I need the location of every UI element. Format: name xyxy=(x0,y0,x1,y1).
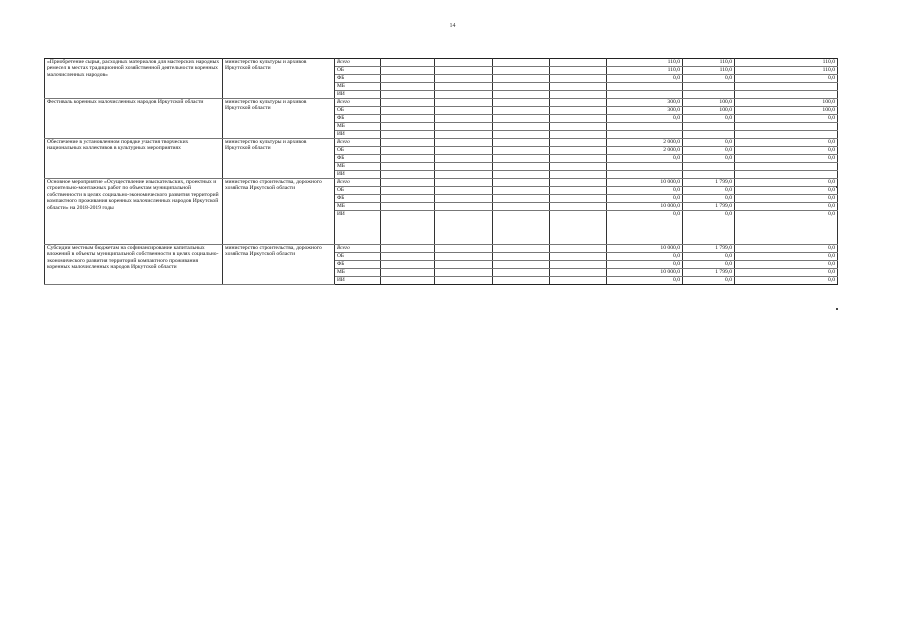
amount-cell-b: 0,0 xyxy=(683,139,735,147)
table-row xyxy=(45,139,838,147)
amount-cell-a xyxy=(607,131,683,139)
empty-cell xyxy=(435,115,493,123)
funding-source: ОБ xyxy=(335,107,381,115)
amount-cell-c: 0,0 xyxy=(735,179,838,187)
funding-source: ОБ xyxy=(335,253,381,261)
amount-cell-a: 300,0 xyxy=(607,99,683,107)
funding-source: ФБ xyxy=(335,115,381,123)
amount-cell-a: 2 000,0 xyxy=(607,147,683,155)
amount-cell-b: 100,0 xyxy=(683,99,735,107)
table-row xyxy=(45,179,838,187)
amount-cell-a: 0,0 xyxy=(607,155,683,163)
empty-cell xyxy=(550,131,607,139)
amount-cell-c: 0,0 xyxy=(735,147,838,155)
empty-cell xyxy=(493,163,550,171)
amount-cell-a: 10 000,0 xyxy=(607,269,683,277)
amount-cell-c xyxy=(735,91,838,99)
empty-cell xyxy=(435,147,493,155)
empty-cell xyxy=(493,99,550,107)
amount-cell-b: 0,0 xyxy=(683,75,735,83)
amount-cell-a: 0,0 xyxy=(607,277,683,285)
empty-cell xyxy=(381,131,435,139)
activity-description: «Приобретение сырья, расходных материалов для мастерских народных ремесел в местах традиционной хозяйственной деятельности коренных малочисленных народов» xyxy=(45,59,223,99)
amount-cell-b: 0,0 xyxy=(683,187,735,195)
amount-cell-c: 100,0 xyxy=(735,99,838,107)
empty-cell xyxy=(550,171,607,179)
funding-source: ФБ xyxy=(335,195,381,203)
empty-cell xyxy=(493,269,550,277)
empty-cell xyxy=(550,203,607,211)
empty-cell xyxy=(550,261,607,269)
amount-cell-b: 1 799,0 xyxy=(683,179,735,187)
amount-cell-c: 0,0 xyxy=(735,139,838,147)
amount-cell-a xyxy=(607,91,683,99)
funding-source: ОБ xyxy=(335,187,381,195)
empty-cell xyxy=(493,203,550,211)
empty-cell xyxy=(493,171,550,179)
empty-cell xyxy=(493,195,550,203)
amount-cell-a: 10 000,0 xyxy=(607,203,683,211)
amount-cell-b xyxy=(683,163,735,171)
amount-cell-a xyxy=(607,163,683,171)
activity-description: Обеспечение в установленном порядке участия творческих национальных коллективов в культурных мероприятиях xyxy=(45,139,223,179)
empty-cell xyxy=(435,123,493,131)
amount-cell-b: 0,0 xyxy=(683,155,735,163)
empty-cell xyxy=(381,245,435,253)
amount-cell-b: 1 799,0 xyxy=(683,203,735,211)
empty-cell xyxy=(435,59,493,67)
responsible-organization: министерство культуры и архивов Иркутской области xyxy=(223,139,335,179)
funding-source: ФБ xyxy=(335,155,381,163)
empty-cell xyxy=(381,269,435,277)
amount-cell-a: 2 000,0 xyxy=(607,139,683,147)
empty-cell xyxy=(550,91,607,99)
amount-cell-b: 0,0 xyxy=(683,253,735,261)
empty-cell xyxy=(381,99,435,107)
empty-cell xyxy=(435,253,493,261)
funding-source: ИИ xyxy=(335,211,381,245)
amount-cell-a: 10 000,0 xyxy=(607,179,683,187)
empty-cell xyxy=(550,187,607,195)
empty-cell xyxy=(550,147,607,155)
amount-cell-c: 0,0 xyxy=(735,115,838,123)
amount-cell-c: 110,0 xyxy=(735,59,838,67)
empty-cell xyxy=(493,59,550,67)
empty-cell xyxy=(550,67,607,75)
amount-cell-c: 0,0 xyxy=(735,261,838,269)
empty-cell xyxy=(493,75,550,83)
empty-cell xyxy=(381,171,435,179)
amount-cell-b xyxy=(683,131,735,139)
empty-cell xyxy=(435,269,493,277)
empty-cell xyxy=(493,155,550,163)
empty-cell xyxy=(550,269,607,277)
amount-cell-b: 110,0 xyxy=(683,59,735,67)
amount-cell-a xyxy=(607,171,683,179)
funding-source: ФБ xyxy=(335,75,381,83)
funding-source: ИИ xyxy=(335,91,381,99)
amount-cell-a: 0,0 xyxy=(607,253,683,261)
amount-cell-b: 0,0 xyxy=(683,147,735,155)
empty-cell xyxy=(550,115,607,123)
amount-cell-b: 1 799,0 xyxy=(683,269,735,277)
amount-cell-a xyxy=(607,123,683,131)
funding-source: Всего xyxy=(335,139,381,147)
empty-cell xyxy=(550,139,607,147)
amount-cell-c xyxy=(735,131,838,139)
amount-cell-c: 110,0 xyxy=(735,67,838,75)
amount-cell-a: 0,0 xyxy=(607,261,683,269)
amount-cell-b: 0,0 xyxy=(683,211,735,245)
empty-cell xyxy=(493,131,550,139)
empty-cell xyxy=(493,261,550,269)
funding-source: МБ xyxy=(335,123,381,131)
amount-cell-c: 0,0 xyxy=(735,211,838,245)
empty-cell xyxy=(381,67,435,75)
empty-cell xyxy=(435,203,493,211)
margin-mark xyxy=(836,308,838,310)
funding-source: Всего xyxy=(335,59,381,67)
amount-cell-c: 0,0 xyxy=(735,203,838,211)
amount-cell-a: 0,0 xyxy=(607,75,683,83)
empty-cell xyxy=(435,99,493,107)
empty-cell xyxy=(381,115,435,123)
empty-cell xyxy=(381,179,435,187)
empty-cell xyxy=(435,245,493,253)
activity-description: Фестиваль коренных малочисленных народов Иркутской области xyxy=(45,99,223,139)
empty-cell xyxy=(493,277,550,285)
empty-cell xyxy=(550,195,607,203)
amount-cell-b xyxy=(683,83,735,91)
empty-cell xyxy=(435,91,493,99)
empty-cell xyxy=(435,67,493,75)
empty-cell xyxy=(435,261,493,269)
funding-source: Всего xyxy=(335,245,381,253)
amount-cell-b: 0,0 xyxy=(683,261,735,269)
empty-cell xyxy=(381,83,435,91)
empty-cell xyxy=(493,107,550,115)
table-row xyxy=(45,245,838,253)
amount-cell-c: 0,0 xyxy=(735,195,838,203)
empty-cell xyxy=(381,163,435,171)
activity-description: Основное мероприятие «Осуществление изыскательских, проектных и строительно-монтажных работ по объектам муниципальной собственности в целях социально-экономического развития территорий компактного проживания коренных малочисленных народов Иркутской области» на 2018-2019 годы xyxy=(45,179,223,245)
empty-cell xyxy=(550,253,607,261)
empty-cell xyxy=(435,211,493,245)
budget-table-body xyxy=(45,59,838,285)
amount-cell-c: 0,0 xyxy=(735,245,838,253)
funding-source: ОБ xyxy=(335,67,381,75)
empty-cell xyxy=(493,123,550,131)
empty-cell xyxy=(550,83,607,91)
empty-cell xyxy=(493,211,550,245)
empty-cell xyxy=(381,277,435,285)
funding-source: МБ xyxy=(335,163,381,171)
amount-cell-a: 110,0 xyxy=(607,67,683,75)
empty-cell xyxy=(381,75,435,83)
empty-cell xyxy=(381,139,435,147)
empty-cell xyxy=(550,163,607,171)
empty-cell xyxy=(381,203,435,211)
empty-cell xyxy=(550,99,607,107)
funding-source: ОБ xyxy=(335,147,381,155)
empty-cell xyxy=(381,147,435,155)
empty-cell xyxy=(550,277,607,285)
empty-cell xyxy=(493,253,550,261)
empty-cell xyxy=(550,107,607,115)
empty-cell xyxy=(493,147,550,155)
empty-cell xyxy=(493,139,550,147)
empty-cell xyxy=(550,179,607,187)
funding-source: ФБ xyxy=(335,261,381,269)
amount-cell-a: 0,0 xyxy=(607,115,683,123)
empty-cell xyxy=(435,83,493,91)
amount-cell-b: 1 799,0 xyxy=(683,245,735,253)
funding-source: ИИ xyxy=(335,131,381,139)
empty-cell xyxy=(493,91,550,99)
amount-cell-c xyxy=(735,163,838,171)
table-row xyxy=(45,99,838,107)
funding-source: ИИ xyxy=(335,171,381,179)
empty-cell xyxy=(381,187,435,195)
amount-cell-b xyxy=(683,91,735,99)
amount-cell-a: 10 000,0 xyxy=(607,245,683,253)
amount-cell-a: 300,0 xyxy=(607,107,683,115)
empty-cell xyxy=(493,67,550,75)
empty-cell xyxy=(435,107,493,115)
amount-cell-c: 0,0 xyxy=(735,277,838,285)
funding-source: Всего xyxy=(335,179,381,187)
amount-cell-c: 0,0 xyxy=(735,187,838,195)
empty-cell xyxy=(435,187,493,195)
empty-cell xyxy=(381,123,435,131)
empty-cell xyxy=(550,123,607,131)
empty-cell xyxy=(493,187,550,195)
empty-cell xyxy=(435,139,493,147)
empty-cell xyxy=(435,277,493,285)
funding-source: Всего xyxy=(335,99,381,107)
empty-cell xyxy=(381,91,435,99)
responsible-organization: министерство культуры и архивов Иркутской области xyxy=(223,59,335,99)
responsible-organization: министерство строительства, дорожного хозяйства Иркутской области xyxy=(223,179,335,245)
empty-cell xyxy=(381,261,435,269)
empty-cell xyxy=(435,179,493,187)
amount-cell-c: 0,0 xyxy=(735,253,838,261)
amount-cell-c: 100,0 xyxy=(735,107,838,115)
empty-cell xyxy=(381,59,435,67)
amount-cell-b: 0,0 xyxy=(683,195,735,203)
amount-cell-c xyxy=(735,171,838,179)
empty-cell xyxy=(435,155,493,163)
amount-cell-c xyxy=(735,123,838,131)
empty-cell xyxy=(435,131,493,139)
amount-cell-a: 110,0 xyxy=(607,59,683,67)
table-row xyxy=(45,59,838,67)
amount-cell-b: 0,0 xyxy=(683,277,735,285)
empty-cell xyxy=(381,195,435,203)
amount-cell-b xyxy=(683,171,735,179)
amount-cell-c: 0,0 xyxy=(735,155,838,163)
amount-cell-b xyxy=(683,123,735,131)
amount-cell-c: 0,0 xyxy=(735,269,838,277)
funding-source: МБ xyxy=(335,203,381,211)
amount-cell-c: 0,0 xyxy=(735,75,838,83)
empty-cell xyxy=(493,245,550,253)
empty-cell xyxy=(435,195,493,203)
amount-cell-c xyxy=(735,83,838,91)
empty-cell xyxy=(381,155,435,163)
empty-cell xyxy=(550,245,607,253)
empty-cell xyxy=(435,163,493,171)
amount-cell-b: 110,0 xyxy=(683,67,735,75)
amount-cell-b: 0,0 xyxy=(683,115,735,123)
page-number: 14 xyxy=(449,23,456,29)
responsible-organization: министерство строительства, дорожного хозяйства Иркутской области xyxy=(223,245,335,285)
empty-cell xyxy=(381,253,435,261)
empty-cell xyxy=(381,107,435,115)
margin-mark xyxy=(836,186,838,188)
empty-cell xyxy=(381,211,435,245)
empty-cell xyxy=(493,115,550,123)
empty-cell xyxy=(550,155,607,163)
amount-cell-a: 0,0 xyxy=(607,187,683,195)
responsible-organization: министерство культуры и архивов Иркутской области xyxy=(223,99,335,139)
amount-cell-b: 100,0 xyxy=(683,107,735,115)
amount-cell-a: 0,0 xyxy=(607,195,683,203)
empty-cell xyxy=(550,75,607,83)
funding-source: ИИ xyxy=(335,277,381,285)
funding-source: МБ xyxy=(335,83,381,91)
empty-cell xyxy=(493,179,550,187)
funding-source: МБ xyxy=(335,269,381,277)
empty-cell xyxy=(435,75,493,83)
empty-cell xyxy=(550,59,607,67)
empty-cell xyxy=(550,211,607,245)
empty-cell xyxy=(493,83,550,91)
empty-cell xyxy=(435,171,493,179)
amount-cell-a xyxy=(607,83,683,91)
budget-table xyxy=(44,58,838,285)
amount-cell-a: 0,0 xyxy=(607,211,683,245)
activity-description: Субсидии местным бюджетам на софинансирование капитальных вложений в объекты муниципальной собственности в целях социально-экономического развития территорий компактного проживания коренных малочисленных народов Иркутской области xyxy=(45,245,223,285)
